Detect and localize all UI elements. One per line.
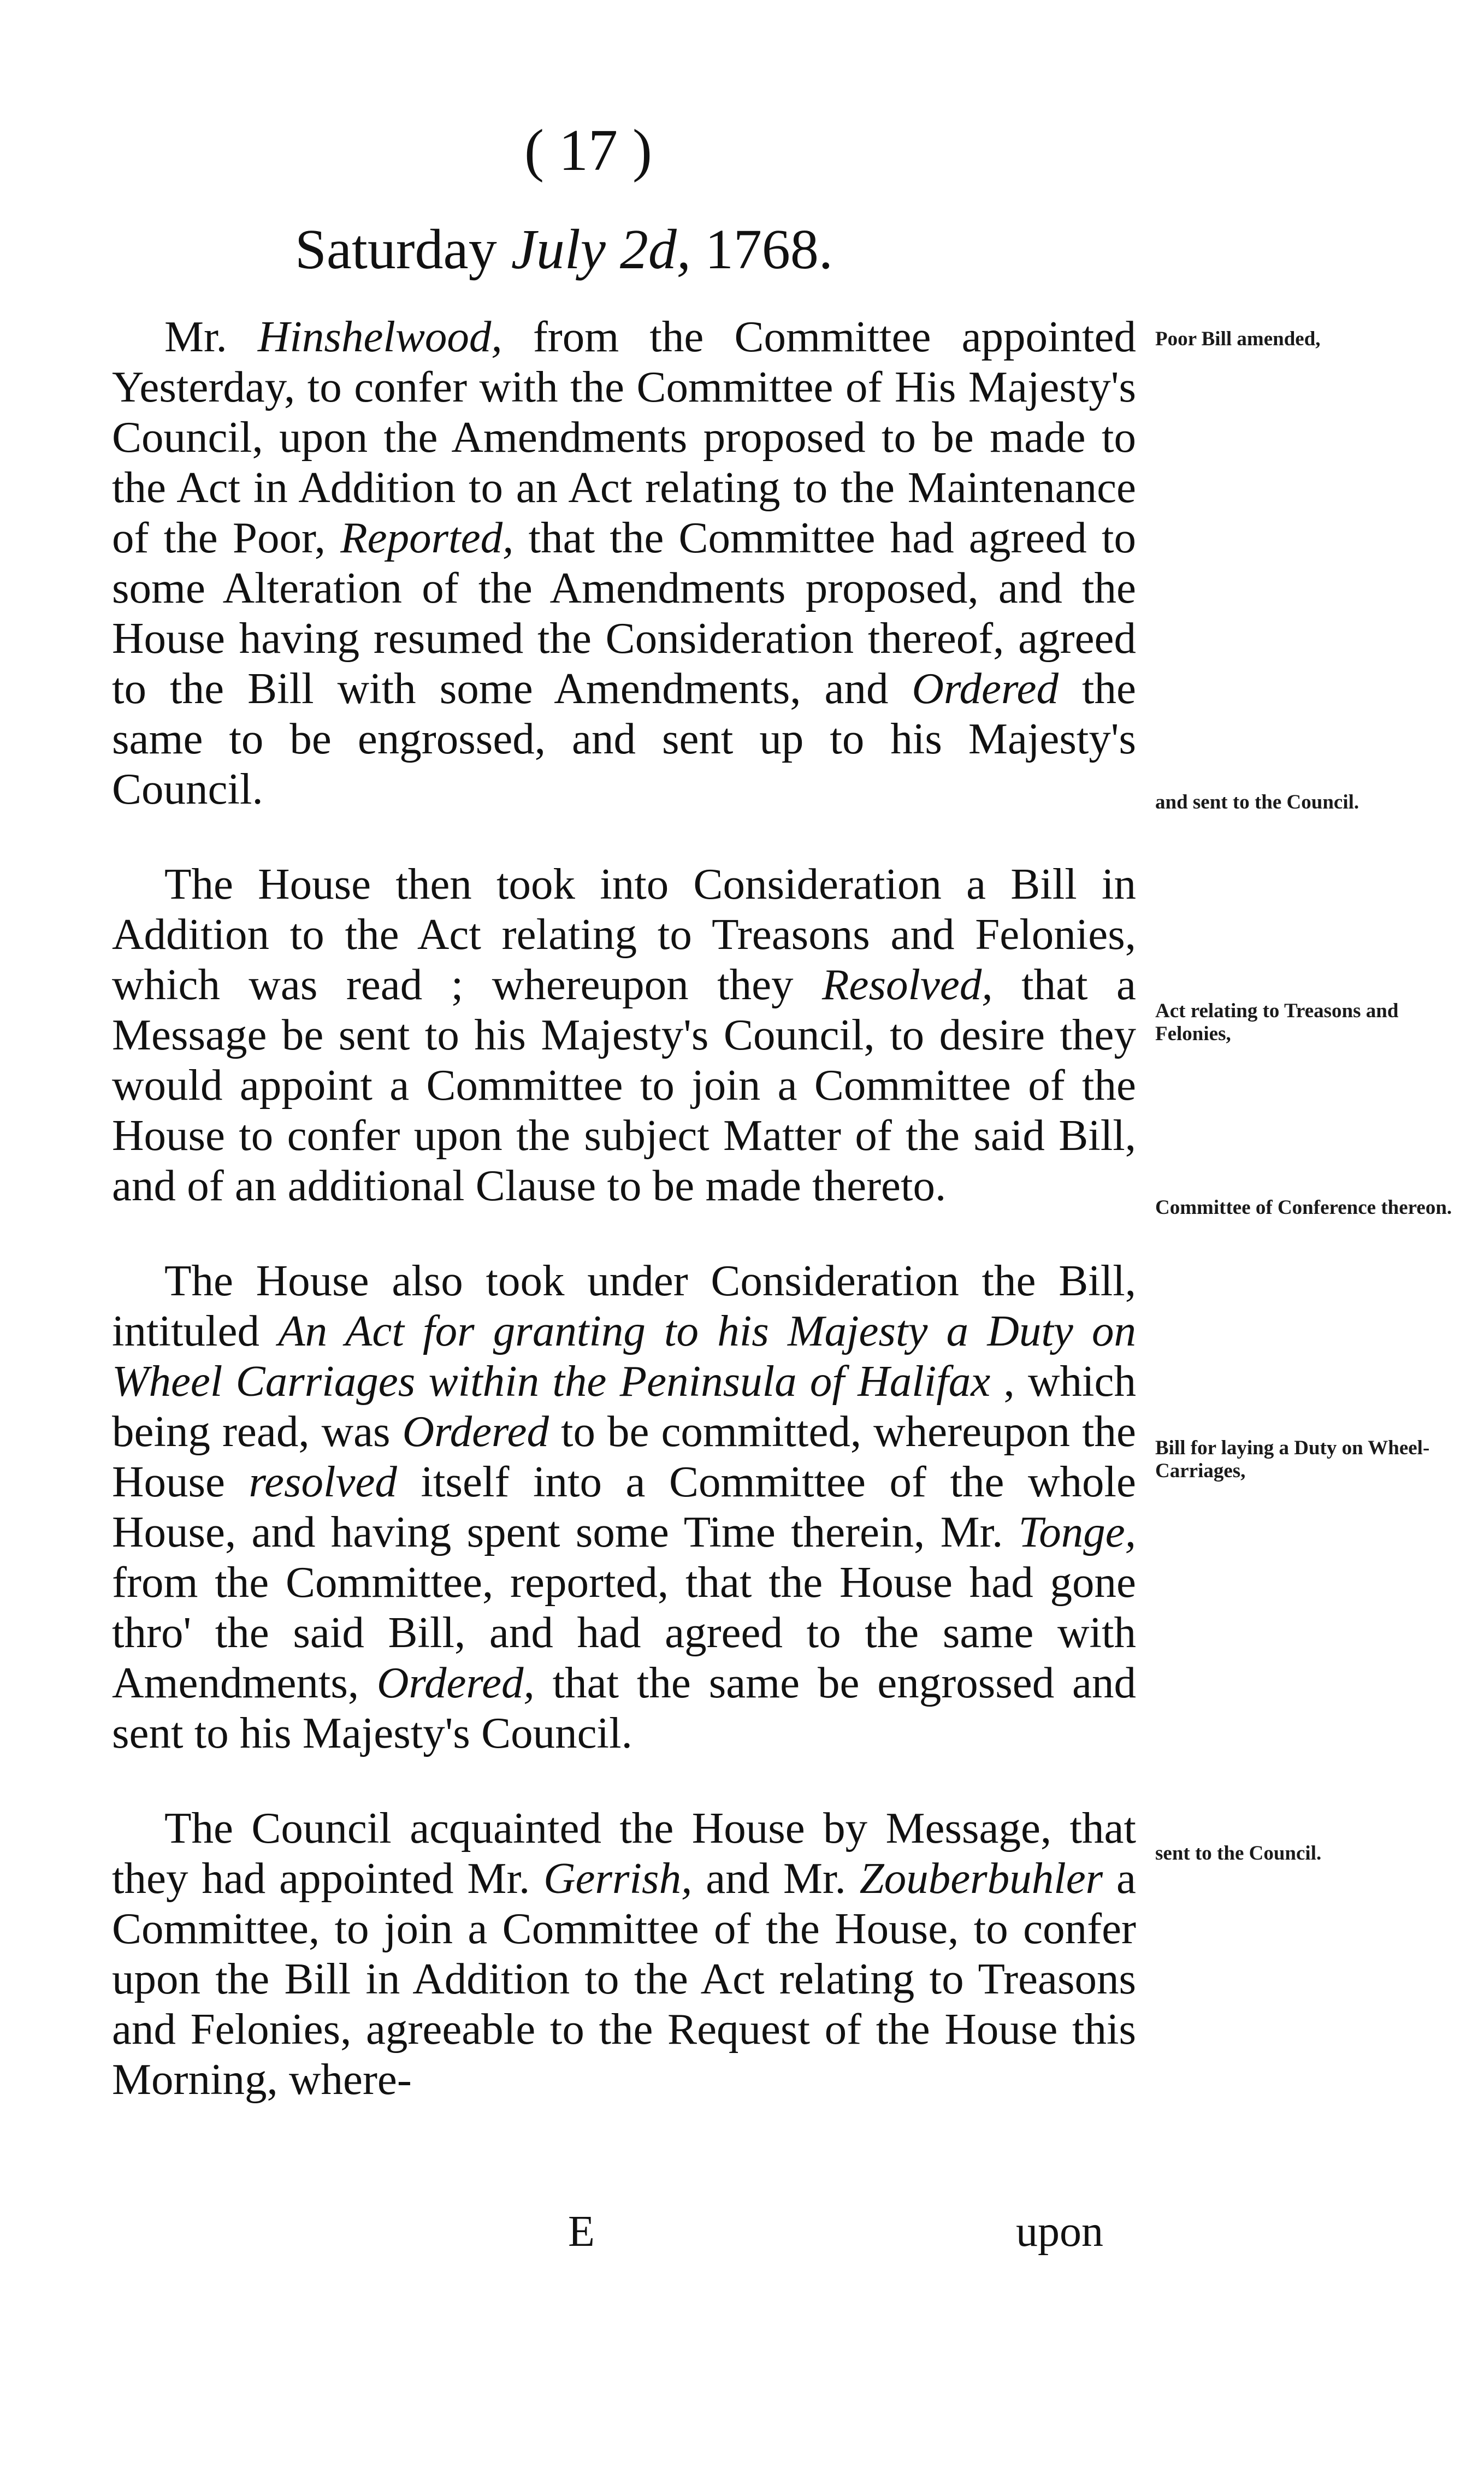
margin-note-wheel-carriages: Bill for laying a Duty on Wheel-Carriages, <box>1155 1437 1430 1482</box>
page-number: ( 17 ) <box>524 118 652 183</box>
text-segment: The House then took into Consideration a Bill in Addition to the Act relating to Treasons and Felonies, which was read ; whereupon they <box>112 859 1136 1009</box>
text-segment: a Committee, to join a Committee of the House, to confer upon the Bill in Addition to the Act relating to Treasons and Felonies, agreeable to the Request of the House this Morning, where- <box>112 1854 1136 2104</box>
journal-body <box>112 311 1136 2104</box>
text-segment: that a Message be sent to his Majesty's Council, to desire they would appoint a Committee to join a Committee of the House to confer upon the subject Matter of the said Bill, and of an additional Clause to be made thereto. <box>112 960 1136 1210</box>
text-segment: Zouberbuhler <box>859 1854 1103 1903</box>
text-segment: Reported, <box>340 513 514 562</box>
text-segment: from the Committee, reported, that the House had gone thro' the said Bill, and had agreed to the same with Amendments, <box>112 1558 1136 1707</box>
text-segment: from the Committee appointed Yesterday, to confer with the Committee of His Majesty's Council, upon the Amendments proposed to be made to the Act in Addition to an Act relating to the Maintenance of the Poor, <box>112 312 1136 562</box>
text-segment: resolved <box>249 1457 397 1506</box>
text-segment: Hinshelwood, <box>257 312 502 361</box>
text-segment: The House also took under Consideration the Bill, intituled <box>112 1256 1136 1355</box>
text-segment: Ordered, <box>377 1658 535 1707</box>
margin-note-conference: Committee of Conference thereon. <box>1155 1196 1452 1219</box>
paragraph-council-message <box>112 1803 1136 2104</box>
paragraph-wheel-carriages-bill <box>112 1255 1136 1758</box>
signature-mark: E <box>568 2208 595 2256</box>
text-segment: and Mr. <box>692 1854 860 1903</box>
text-segment: that the Committee had agreed to some Alteration of the Amendments proposed, and the House having resumed the Consideration thereof, agreed to the Bill with some Amendments, and <box>112 513 1136 713</box>
date-year: 1768. <box>690 218 833 281</box>
date-heading <box>295 219 1060 281</box>
margin-note-sent-council-2: sent to the Council. <box>1155 1842 1322 1865</box>
paragraph-poor-bill <box>112 311 1136 814</box>
text-segment: The Council acquainted the House by Message, that they had appointed Mr. <box>112 1803 1136 1903</box>
margin-note-treasons: Act relating to Treasons and Felonies, <box>1155 1000 1399 1045</box>
margin-note-sent-council: and sent to the Council. <box>1155 791 1359 813</box>
text-segment: that the same be engrossed and sent to his Majesty's Council. <box>112 1658 1137 1757</box>
text-segment: itself into a Committee of the whole House, and having spent some Time therein, Mr. <box>112 1457 1136 1556</box>
text-segment: Ordered <box>402 1407 549 1456</box>
text-segment: Tonge, <box>1018 1507 1136 1556</box>
text-segment: , which being read, was <box>112 1356 1136 1456</box>
text-segment: Ordered <box>912 664 1059 713</box>
text-segment: to be committed, whereupon the House <box>112 1407 1136 1506</box>
text-segment: Resolved, <box>822 960 993 1009</box>
text-segment: the same to be engrossed, and sent up to his Majesty's Council. <box>112 664 1136 813</box>
date-weekday: Saturday <box>295 218 511 281</box>
margin-note-poor-bill: Poor Bill amended, <box>1155 328 1321 350</box>
catchword: upon <box>1016 2208 1103 2256</box>
text-segment: Gerrish, <box>543 1854 693 1903</box>
date-month-day: July 2d, <box>511 218 691 281</box>
paragraph-treasons-bill <box>112 859 1136 1211</box>
text-segment: Mr. <box>164 312 258 361</box>
text-segment: An Act for granting to his Majesty a Duty on Wheel Carriages within the Peninsula of Halifax <box>112 1306 1136 1406</box>
